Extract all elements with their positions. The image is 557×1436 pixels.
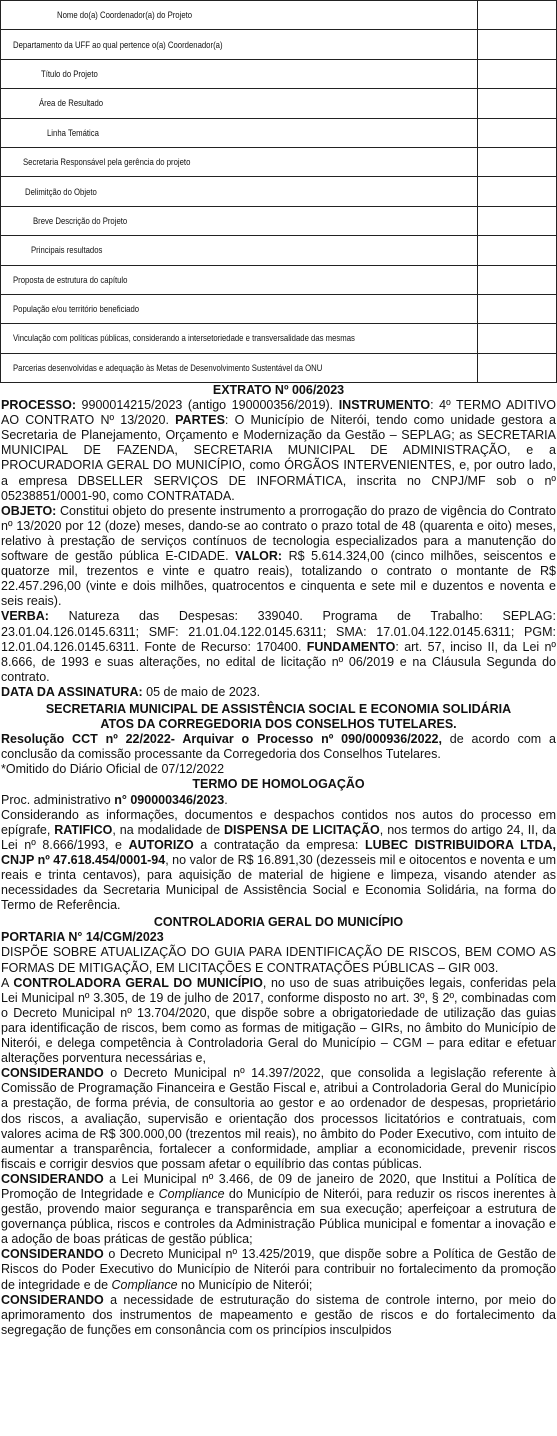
project-form-table: [0, 0, 557, 383]
form-row-label-cell: [1, 236, 478, 265]
form-row-label-cell: [1, 118, 478, 147]
cgm-p3: CONSIDERANDO a Lei Municipal nº 3.466, de 09 de janeiro de 2020, que Institui a Política de Promoção de Integridade e Compliance do Município de Niterói, para reduzir os riscos inerentes à gestão, provendo maior segurança e transparência em sua execução; aperfeiçoar a estrutura de governança pública, riscos e controles da Administração Pública municipal e fomentar a inovação e a adoção de boas práticas de gestão pública;: [1, 1171, 556, 1247]
form-row-label-cell: [1, 294, 478, 323]
form-row-label-cell: [1, 89, 478, 118]
form-row-value-cell: [478, 353, 557, 382]
form-row-value-cell: [478, 294, 557, 323]
form-row: [1, 265, 557, 294]
form-row-label-cell: [1, 177, 478, 206]
cgm-portaria: PORTARIA N° 14/CGM/2023: [1, 930, 164, 945]
form-row-label-cell: [1, 324, 478, 353]
form-row: [1, 294, 557, 323]
form-row-label-cell: [1, 59, 478, 88]
smas-resolucao: Resolução CCT nº 22/2022- Arquivar o Processo nº 090/000936/2022, de acordo com a conclusão da comissão processante da Corregedoria dos Conselhos Tutelares.: [1, 732, 556, 762]
cgm-p4: CONSIDERANDO o Decreto Municipal nº 13.425/2019, que dispõe sobre a Política de Gestão de Riscos do Poder Executivo do Município de Niterói para contribuir no fortalecimento da promoção de integridade e de Compliance no Município de Niterói;: [1, 1247, 556, 1292]
cgm-title: CONTROLADORIA GERAL DO MUNICÍPIO: [153, 915, 404, 930]
cgm-p2: CONSIDERANDO o Decreto Municipal nº 14.397/2022, que consolida a legislação referente à Comissão de Programação Financeira e Gestão Fiscal e, atribui a Controladoria Geral do Município a prestação, de forma prévia, de consultoria ao gestor e ao ordenador de despesas, proprietário dos riscos, a avaliação, supervisão e orientação dos processos licitatórios e contratuais, com valores acima de R$ 300.000,00 (trezentos mil reais), no âmbito do Poder Executivo, com intuito de aumentar a transparência, fortalecer a conformidade, ampliar a economicidade, prevenir riscos fiscais e corrigir desvios que possam afetar o equilíbrio das contas públicas.: [1, 1066, 556, 1171]
form-row-label: População e/ou território beneficiado: [13, 304, 140, 315]
form-row: [1, 353, 557, 382]
termo-proc: Proc. administrativo n° 090000346/2023.: [1, 792, 228, 807]
form-row-value-cell: [478, 236, 557, 265]
form-row-label: Principais resultados: [31, 245, 103, 256]
form-row-label-cell: [1, 1, 478, 30]
form-row-label: Delimitção do Objeto: [25, 186, 97, 197]
form-row-value-cell: [478, 147, 557, 176]
extrato-data: DATA DA ASSINATURA: 05 de maio de 2023.: [1, 684, 261, 699]
form-row-value-cell: [478, 177, 557, 206]
smas-title: SECRETARIA MUNICIPAL DE ASSISTÊNCIA SOCIAL E ECONOMIA SOLIDÁRIA: [45, 701, 512, 716]
form-row: [1, 324, 557, 353]
form-row-label-cell: [1, 147, 478, 176]
document-body: [1, 383, 556, 1338]
form-row-label-cell: [1, 353, 478, 382]
form-row-value-cell: [478, 324, 557, 353]
smas-subtitle: ATOS DA CORREGEDORIA DOS CONSELHOS TUTELARES.: [100, 717, 457, 732]
form-row-value-cell: [478, 89, 557, 118]
form-row-label-cell: [1, 30, 478, 59]
form-row: [1, 147, 557, 176]
form-row-value-cell: [478, 265, 557, 294]
cgm-ementa: DISPÕE SOBRE ATUALIZAÇÃO DO GUIA PARA IDENTIFICAÇÃO DE RISCOS, BEM COMO AS FORMAS DE MITIGAÇÃO, EM LICITAÇÕES E CONTRATAÇÕES PÚBLICAS – GIR 003.: [1, 945, 556, 975]
extrato-objeto: OBJETO: Constitui objeto do presente instrumento a prorrogação do prazo de vigência do Contrato nº 13/2020 por 12 (doze) meses, dando-se ao contrato o prazo total de 48 (quarenta e oito) meses, relativo à prestação de serviços contínuos de tecnologia especializados para a manutenção do software de gestão pública E-CIDADE. VALOR: R$ 5.614.324,00 (cinco milhões, seiscentos e quatorze mil, trezentos e vinte e quatro reais), totalizando o contrato o montante de R$ 22.457.296,00 (vinte e dois milhões, quatrocentos e cinquenta e sete mil e duzentos e noventa e seis reais).: [1, 503, 557, 609]
form-row-label: Parcerias desenvolvidas e adequação às Metas de Desenvolvimento Sustentável da ONU: [13, 362, 323, 373]
form-row-label: Proposta de estrutura do capítulo: [13, 274, 128, 285]
termo-body: Considerando as informações, documentos e despachos contidos nos autos do processo em epígrafe, RATIFICO, na modalidade de DISPENSA DE LICITAÇÃO, nos termos do artigo 24, II, da Lei nº 8.666/1993, e AUTORIZO a contratação da empresa: LUBEC DISTRIBUIDORA LTDA, CNJP nº 47.618.454/0001-94, no valor de R$ 16.891,30 (dezesseis mil e oitocentos e noventa e um reais e trinta centavos), para aquisição de material de higiene e limpeza, visando atender as necessidades da Secretaria Municipal de Assistência Social e Economia Solidária, na forma do Termo de Referência.: [1, 807, 556, 913]
form-row: [1, 236, 557, 265]
form-row: [1, 1, 557, 30]
form-row: [1, 30, 557, 59]
termo-title: TERMO DE HOMOLOGAÇÃO: [192, 777, 365, 792]
form-row-label: Secretaria Responsável pela gerência do projeto: [23, 157, 191, 168]
form-row-label: Linha Temática: [47, 127, 99, 138]
form-row-value-cell: [478, 59, 557, 88]
extrato-verba: VERBA: Natureza das Despesas: 339040. Programa de Trabalho: SEPLAG: 23.01.04.126.0145.6311; SMF: 21.01.04.122.0145.6311; SMA: 17.01.04.122.0145.6311; PGM: 12.01.04.126.0145.6311. Fonte de Recurso: 170400. FUNDAMENTO: art. 57, inciso II, da Lei nº 8.666, de 1993 e suas alterações, no edital de licitação nº 06/2019 e na Cláusula Segunda do contrato.: [1, 609, 557, 684]
form-row-label: Área de Resultado: [39, 98, 104, 109]
smas-omitido: *Omitido do Diário Oficial de 07/12/2022: [1, 762, 225, 777]
cgm-p1: A CONTROLADORA GERAL DO MUNICÍPIO, no uso de suas atribuições legais, conferidas pela Lei Municipal nº 3.305, de 19 de julho de 2017, conforme disposto no art. 3º, § 2º, combinadas com o Decreto Municipal nº 13.704/2020, que dispõe sobre a obrigatoriedade de utilização das guias para identificação de riscos, bem como as formas de mitigação – GIRs, no âmbito do Município de Niterói, e delega competência à Controladoria Geral do Município – CGM – para editar e efetuar alterações porventura necessárias e,: [1, 975, 556, 1066]
form-row-value-cell: [478, 118, 557, 147]
form-row-label: Breve Descrição do Projeto: [33, 215, 128, 226]
form-row-label: Título do Projeto: [41, 68, 98, 79]
form-row-label-cell: [1, 206, 478, 235]
form-row-value-cell: [478, 206, 557, 235]
form-row-label: Vinculação com políticas públicas, considerando a intersetoriedade e transversalidade das mesmas: [13, 333, 355, 344]
form-row: [1, 118, 557, 147]
form-row: [1, 89, 557, 118]
form-row-value-cell: [478, 1, 557, 30]
extrato-processo: PROCESSO: 9900014215/2023 (antigo 190000356/2019). INSTRUMENTO: 4º TERMO ADITIVO AO CONTRATO Nº 13/2020. PARTES: O Município de Niterói, tendo como unidade gestora a Secretaria de Planejamento, Orçamento e Modernização da Gestão – SEPLAG; as SECRETARIA MUNICIPAL DE FAZENDA, SECRETARIA MUNICIPAL DE ADMINISTRAÇÃO, e a PROCURADORIA GERAL DO MUNICÍPIO, como ÓRGÃOS INTERVENIENTES, e, por outro lado, a empresa DBSELLER SERVIÇOS DE INFORMÁTICA, inscrita no CNPJ/MF sob o nº 05238851/0001-90, como CONTRATADA.: [1, 398, 556, 503]
form-row: [1, 59, 557, 88]
cgm-p5: CONSIDERANDO a necessidade de estruturação do sistema de controle interno, por meio do aprimoramento dos instrumentos de mapeamento e gestão de riscos e do fortalecimento da segregação de funções em consonância com os princípios insculpidos: [1, 1292, 556, 1337]
form-row-label: Nome do(a) Coordenador(a) do Projeto: [57, 10, 193, 21]
form-row: [1, 177, 557, 206]
extrato-title: EXTRATO Nº 006/2023: [212, 383, 345, 397]
form-row: [1, 206, 557, 235]
form-row-label: Departamento da UFF ao qual pertence o(a) Coordenador(a): [13, 39, 223, 50]
form-row-value-cell: [478, 30, 557, 59]
form-row-label-cell: [1, 265, 478, 294]
